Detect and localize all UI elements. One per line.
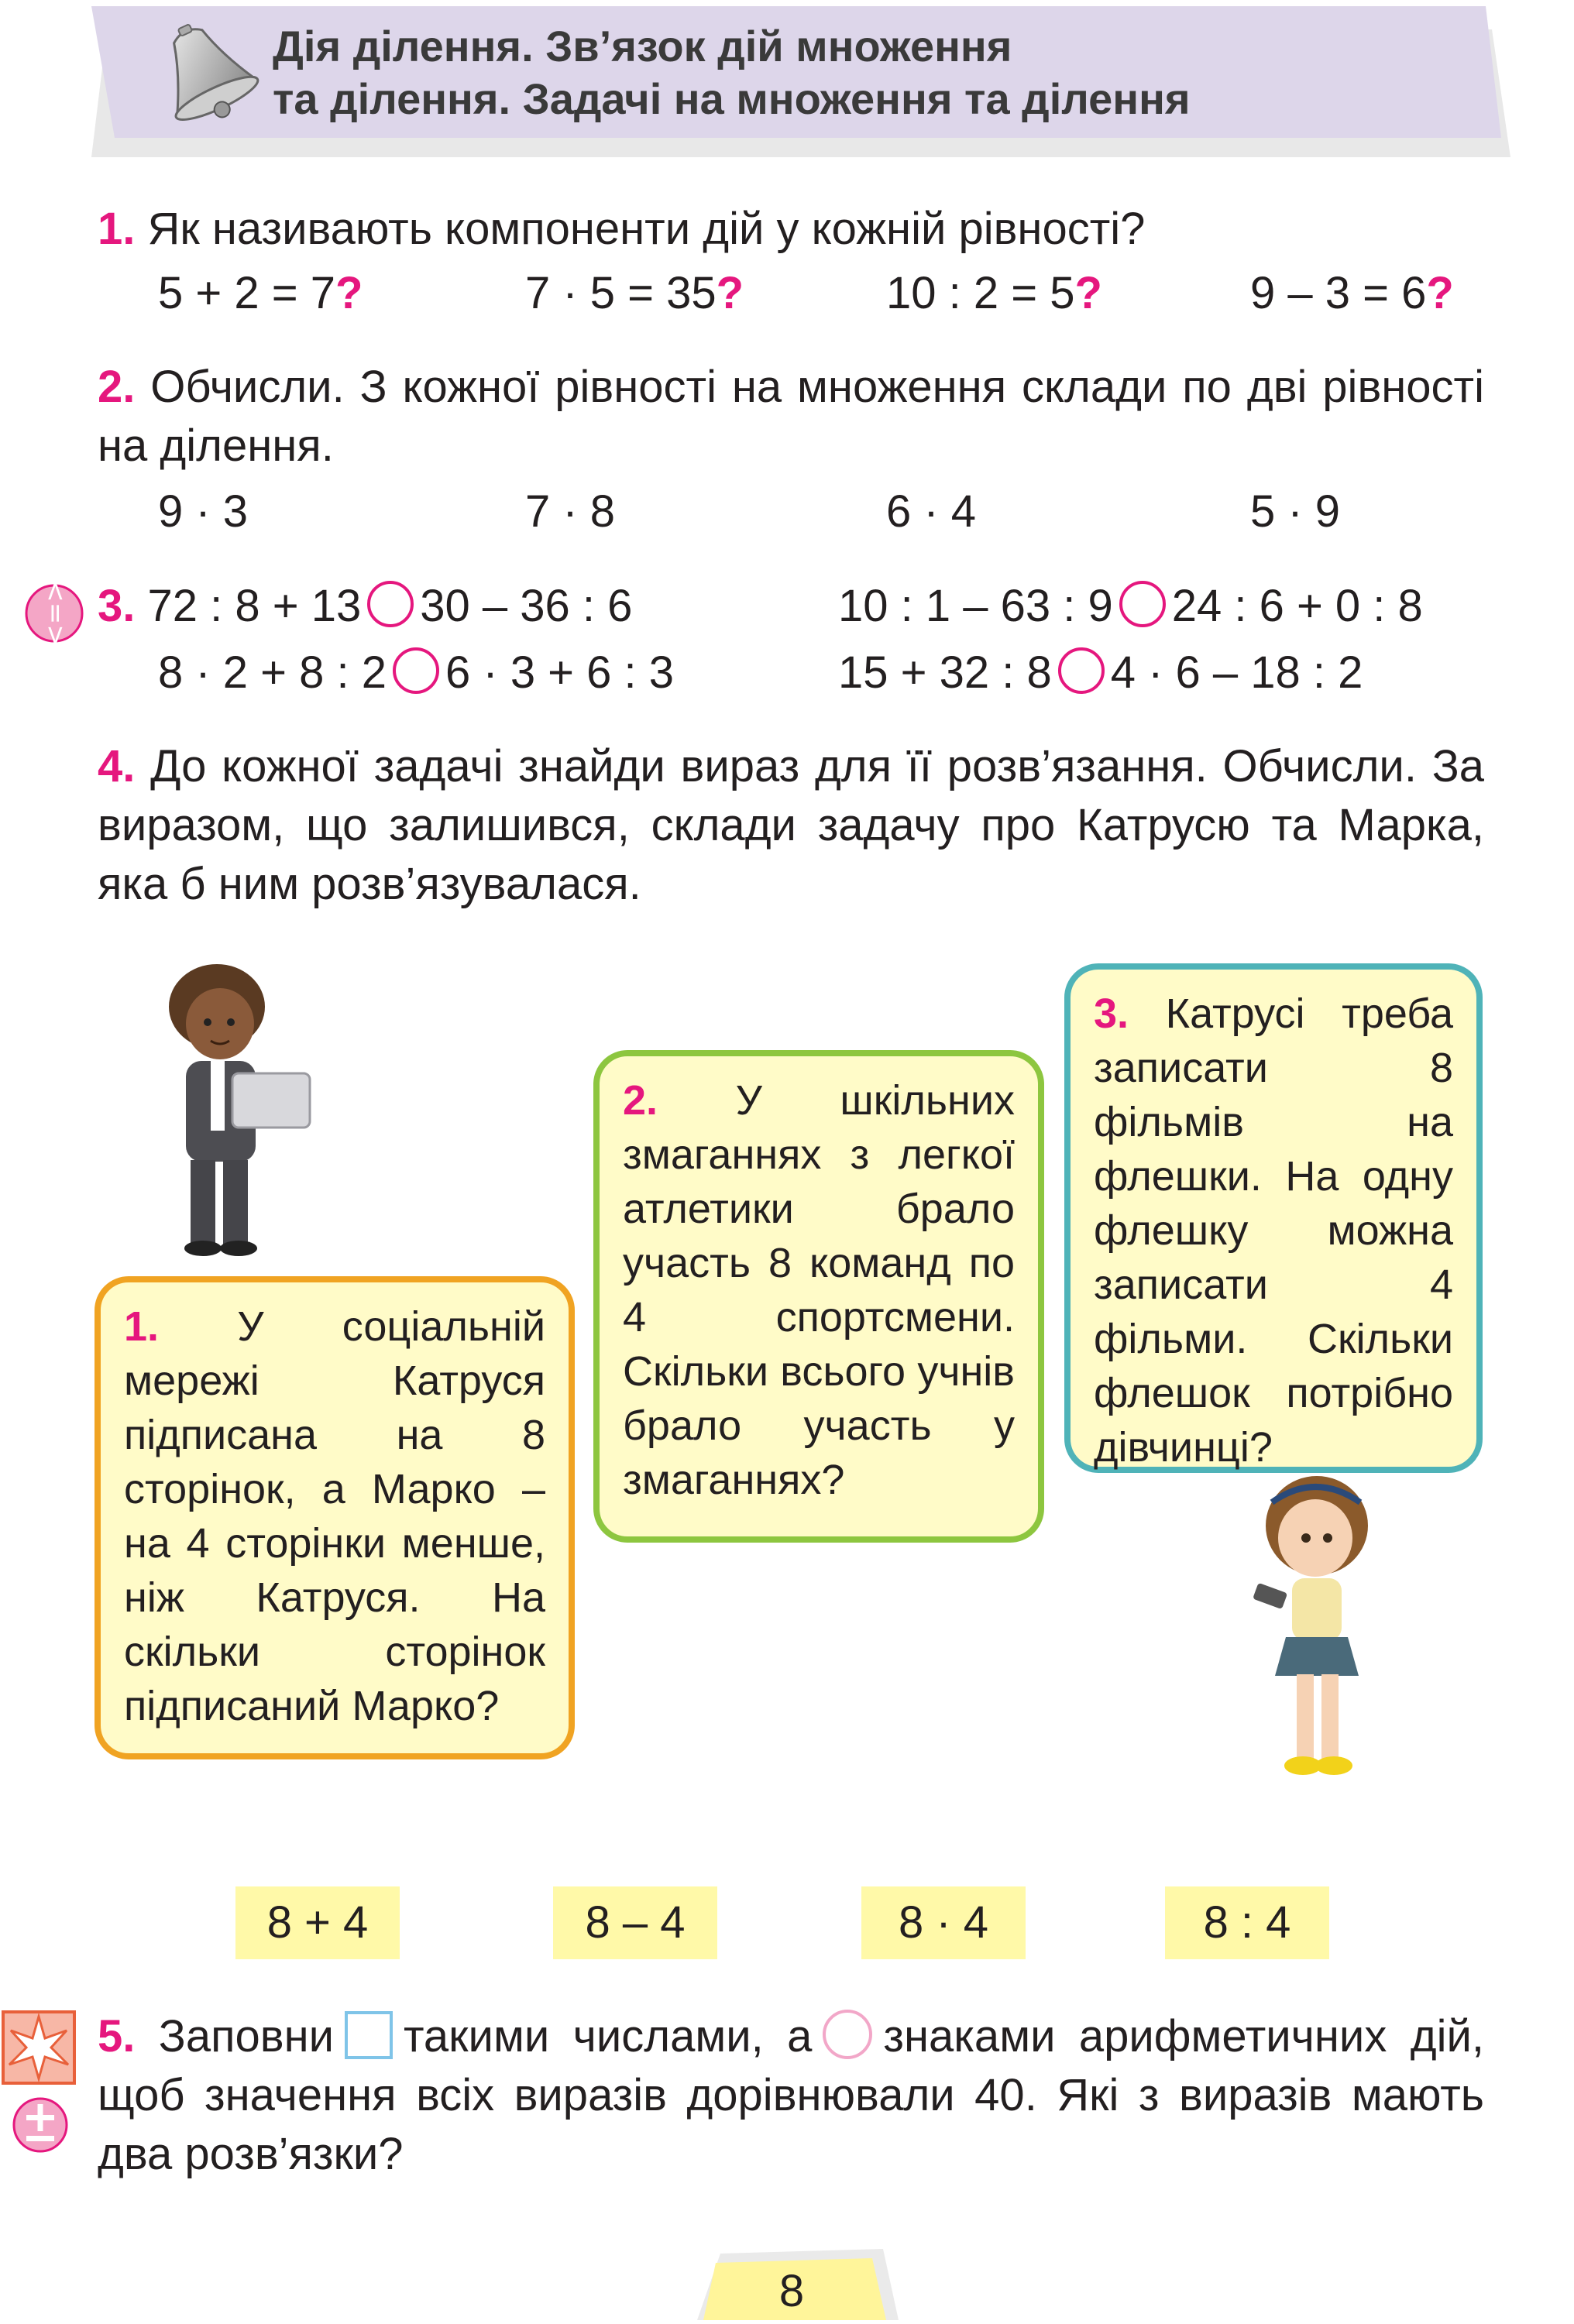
lesson-title-line2: та ділення. Задачі на множення та ділення	[273, 74, 1191, 123]
expression-option-3[interactable]: 8 · 4	[861, 1886, 1026, 1959]
girl-illustration	[1232, 1471, 1387, 1797]
task3-row-2	[838, 579, 1423, 633]
task2-item-4: 5 · 9	[1250, 486, 1341, 537]
task3-expr-left: 72 : 8 + 13	[147, 581, 362, 631]
task2-question	[98, 358, 1484, 475]
task2-item-2: 7 · 8	[525, 486, 616, 537]
task1-equation-1	[158, 266, 363, 321]
task1-equation-2	[525, 266, 744, 321]
task5-number: 5.	[98, 2011, 136, 2061]
square-placeholder-icon	[345, 2011, 393, 2059]
task1-question	[98, 202, 1145, 256]
equation-expr: 9 – 3 = 6	[1250, 268, 1427, 318]
lesson-title	[273, 20, 1191, 125]
task5-text-b: такими числами, а	[404, 2011, 813, 2061]
compare-circle[interactable]	[1119, 581, 1166, 627]
problem-card-1	[95, 1276, 575, 1759]
card-text: Катрусі треба записати 8 фільмів на флешки. На одну флешку можна записати 4 фільми. Скільки флешок потрібно дівчинці?	[1094, 990, 1453, 1471]
task4-question	[98, 737, 1484, 914]
problem-card-3	[1064, 963, 1483, 1473]
task1-text: Як називають компоненти дій у кожній рівності?	[147, 204, 1146, 254]
card-number: 1.	[124, 1303, 160, 1350]
compare-circle[interactable]	[1058, 647, 1105, 694]
compare-circle[interactable]	[393, 647, 439, 694]
task3-row-1	[98, 579, 632, 633]
expression-option-1[interactable]: 8 + 4	[235, 1886, 400, 1959]
equation-expr: 7 · 5 = 35	[525, 268, 717, 318]
star-burst-icon	[2, 2010, 76, 2085]
task3-expr-left: 10 : 1 – 63 : 9	[838, 581, 1113, 631]
circle-placeholder-icon	[823, 2010, 872, 2059]
boy-illustration	[139, 960, 325, 1262]
task2-text: Обчисли. З кожної рівності на множення склади по дві рівності на ділення.	[98, 362, 1484, 471]
problem-card-2	[593, 1050, 1044, 1543]
card-text: У шкільних змаганнях з легкої атлетики брало участь 8 команд по 4 спортсмени. Скільки всього учнів брало участь у змаганнях?	[623, 1077, 1015, 1503]
task3-row-4	[838, 646, 1363, 700]
task3-expr-right: 24 : 6 + 0 : 8	[1171, 581, 1423, 631]
expression-option-2[interactable]: 8 – 4	[553, 1886, 717, 1959]
task3-expr-right: 4 · 6 – 18 : 2	[1110, 647, 1363, 698]
lesson-title-line1: Дія ділення. Зв’язок дій множення	[273, 22, 1012, 70]
task3-expr-left: 15 + 32 : 8	[838, 647, 1052, 698]
task1-equation-4	[1250, 266, 1454, 321]
task5-text-a: Заповни	[158, 2011, 334, 2061]
equation-expr: 10 : 2 = 5	[886, 268, 1075, 318]
compare-icon	[23, 582, 85, 644]
task3-expr-left: 8 · 2 + 8 : 2	[158, 647, 387, 698]
task1-equation-3	[886, 266, 1102, 321]
task3-expr-right: 6 · 3 + 6 : 3	[445, 647, 675, 698]
card-number: 3.	[1094, 990, 1129, 1037]
task2-item-1: 9 · 3	[158, 486, 249, 537]
task1-number: 1.	[98, 204, 136, 254]
task4-text: До кожної задачі знайди вираз для її розв’язання. Обчисли. За виразом, що залишився, склади задачу про Катрусю та Марка, яка б ним розв’язувалася.	[98, 741, 1484, 909]
plus-minus-icon	[11, 2096, 70, 2154]
expression-option-4[interactable]: 8 : 4	[1165, 1886, 1329, 1959]
task3-number: 3.	[98, 581, 136, 631]
svg-text:<=>: <=>	[40, 582, 70, 644]
card-text: У соціальній мережі Катруся підписана на 8 сторінок, а Марко – на 4 сторінки менше, ніж Катруся. На скільки сторінок підписаний Марко?	[124, 1303, 545, 1729]
task5-question	[98, 2007, 1484, 2184]
task3-expr-right: 30 – 36 : 6	[420, 581, 633, 631]
card-number: 2.	[623, 1077, 658, 1124]
task2-number: 2.	[98, 362, 136, 412]
question-mark: ?	[1074, 268, 1102, 318]
compare-circle[interactable]	[367, 581, 414, 627]
question-mark: ?	[1426, 268, 1454, 318]
question-mark: ?	[716, 268, 744, 318]
page-number: 8	[778, 2266, 805, 2316]
bell-icon	[144, 17, 268, 133]
task5-text-c: знаками арифметичних дій, щоб значення всіх виразів дорівнювали 40. Які з виразів мають два розв’язки?	[98, 2011, 1484, 2179]
task4-number: 4.	[98, 741, 136, 791]
equation-expr: 5 + 2 = 7	[158, 268, 335, 318]
question-mark: ?	[335, 268, 363, 318]
task2-item-3: 6 · 4	[886, 486, 977, 537]
task3-row-3	[158, 646, 674, 700]
